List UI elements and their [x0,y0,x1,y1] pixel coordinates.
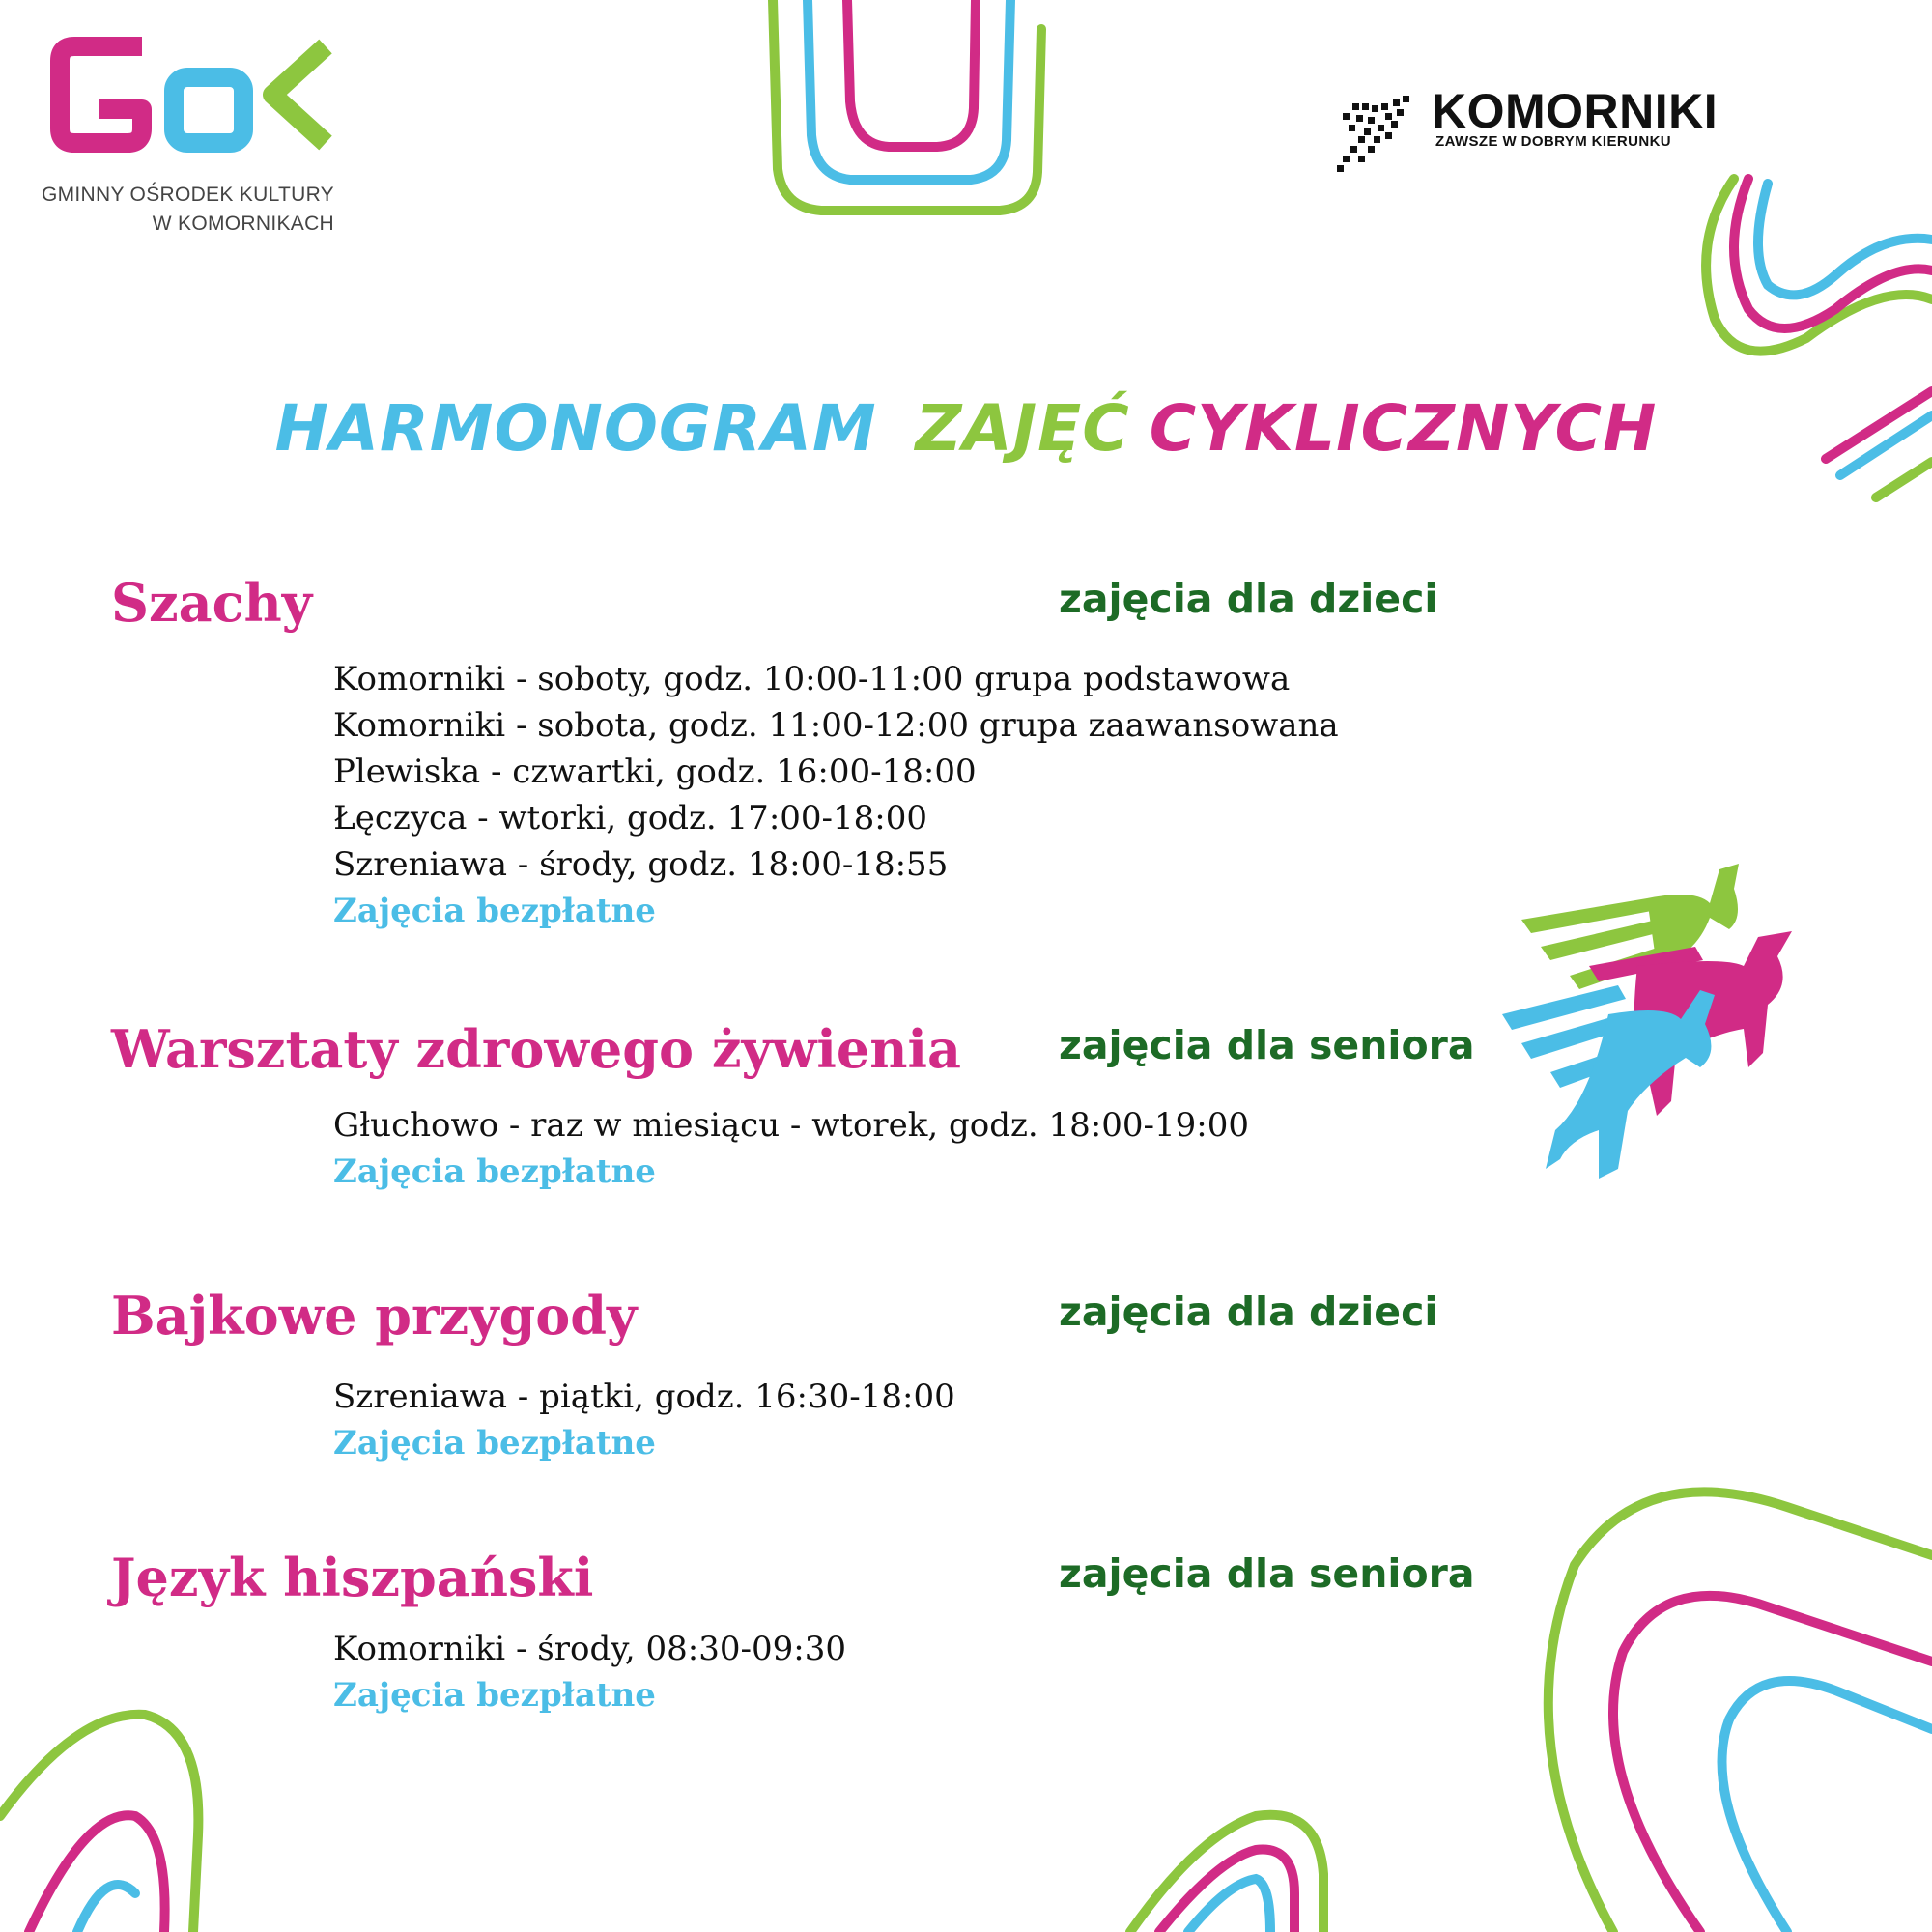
audience-label-bajkowe: zajęcia dla dzieci [1059,1289,1438,1335]
schedule-line: Szreniawa - piątki, godz. 16:30-18:00 [333,1378,955,1416]
komorniki-emblem-icon [1335,92,1417,174]
komorniki-tagline: ZAWSZE W DOBRYM KIERUNKU [1435,133,1672,150]
schedule-line: Szreniawa - środy, godz. 18:00-18:55 [333,845,949,884]
schedule-line: Komorniki - środy, 08:30-09:30 [333,1630,846,1668]
section-title-szachy: Szachy [111,572,313,634]
komorniki-title: KOMORNIKI [1432,84,1719,138]
gok-subtitle [39,181,334,239]
gok-subtitle-line2: W KOMORNIKACH [152,213,334,235]
audience-label-hiszpanski: zajęcia dla seniora [1059,1550,1475,1597]
schedule-line: Plewiska - czwartki, godz. 16:00-18:00 [333,753,977,791]
audience-label-szachy: zajęcia dla dzieci [1059,576,1438,622]
schedule-line: Komorniki - soboty, godz. 10:00-11:00 grupa podstawowa [333,660,1291,698]
schedule-list-szachy [333,656,1339,934]
pegasus-illustration [1502,860,1831,1188]
page-title [0,391,1932,466]
schedule-list-hiszpanski [333,1626,846,1719]
audience-label-warsztaty: zajęcia dla seniora [1059,1022,1475,1068]
section-title-hiszpanski: Język hiszpański [111,1547,594,1608]
schedule-list-warsztaty [333,1102,1249,1195]
gok-logo [50,37,340,162]
schedule-line: Łęczyca - wtorki, godz. 17:00-18:00 [333,799,928,838]
free-note: Zajęcia bezpłatne [333,1424,656,1463]
title-word-cyklicznych: CYKLICZNYCH [1149,391,1658,466]
free-note: Zajęcia bezpłatne [333,1152,656,1191]
schedule-line: Komorniki - sobota, godz. 11:00-12:00 grupa zaawansowana [333,706,1339,745]
gok-subtitle-line1: GMINNY OŚRODEK KULTURY [42,184,334,206]
title-word-zajec: ZAJĘĆ [915,391,1130,466]
free-note: Zajęcia bezpłatne [333,1676,656,1715]
section-title-warsztaty: Warsztaty zdrowego żywienia [111,1018,961,1080]
free-note: Zajęcia bezpłatne [333,892,656,930]
section-title-bajkowe: Bajkowe przygody [111,1285,638,1347]
title-word-harmonogram: HARMONOGRAM [274,391,877,466]
schedule-line: Głuchowo - raz w miesiącu - wtorek, godz. 18:00-19:00 [333,1106,1249,1145]
schedule-list-bajkowe [333,1374,955,1466]
